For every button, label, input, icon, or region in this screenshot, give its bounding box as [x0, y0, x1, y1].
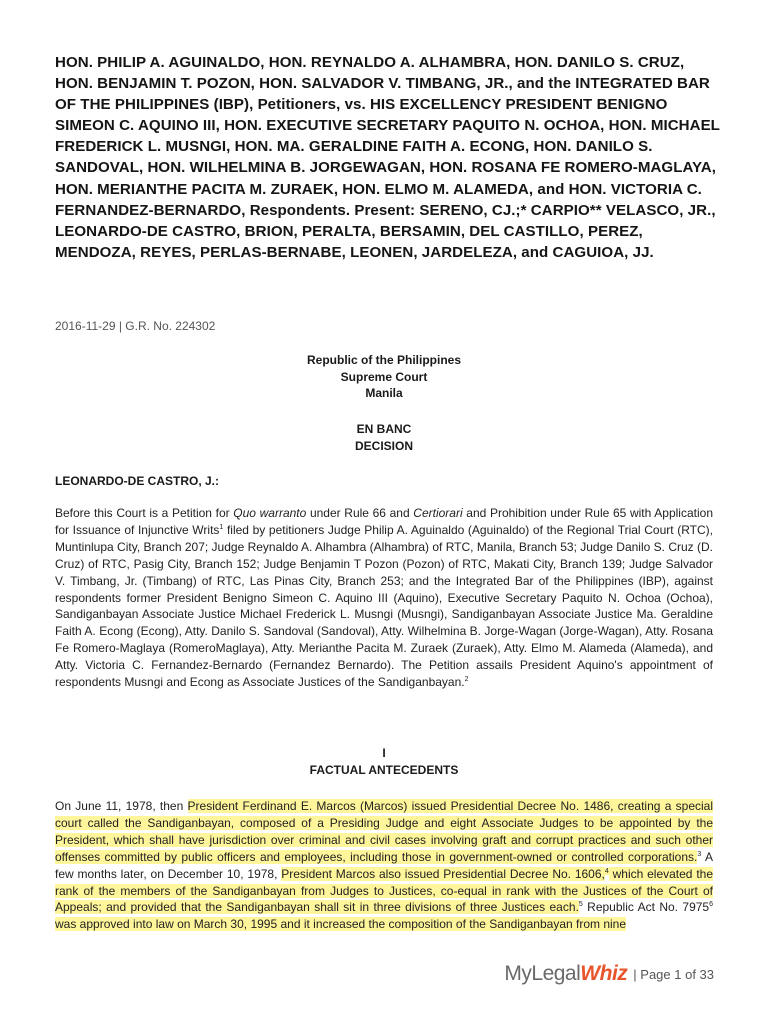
- footnote-ref[interactable]: 2: [464, 676, 469, 684]
- highlight: President Ferdinand E. Marcos (Marcos) issued Presidential Decree No. 1486, creating a special court called the Sandiganbayan, composed of a Presiding Judge and eight Associate Judges to be appointed by the President, which shall have jurisdiction over criminal and civil cases involving graft and corrupt practices and such other offenses committed by public officers and employees, including those in government-owned or controlled corporations.: [55, 799, 713, 864]
- footnote-ref[interactable]: 4: [604, 867, 609, 875]
- page-number: | Page 1 of 33: [633, 966, 714, 982]
- ponente: LEONARDO-DE CASTRO, J.:: [55, 474, 220, 488]
- section-number: I: [382, 746, 386, 760]
- decision-heading: [0, 421, 768, 454]
- court-name: Supreme Court: [340, 369, 428, 384]
- case-title: HON. PHILIP A. AGUINALDO, HON. REYNALDO A. ALHAMBRA, HON. DANILO S. CRUZ, HON. BENJAMIN T. POZON, HON. SALVADOR V. TIMBANG, JR., and the INTEGRATED BAR OF THE PHILIPPINES (IBP), Petitioners, vs. HIS EXCELLENCY PRESIDENT BENIGNO SIMEON C. AQUINO III, HON. EXECUTIVE SECRETARY PAQUITO N. OCHOA, HON. MICHAEL FREDERICK L. MUSNGI, HON. MA. GERALDINE FAITH A. ECONG, HON. DANILO S. SANDOVAL, HON. WILHELMINA B. JORGEWAGAN, HON. ROSANA FE ROMERO-MAGLAYA, HON. MERIANTHE PACITA M. ZURAEK, HON. ELMO M. ALAMEDA, and HON. VICTORIA C. FERNANDEZ-BERNARDO, Respondents. Present: SERENO, CJ.;* CARPIO** VELASCO, JR., LEONARDO-DE CASTRO, BRION, PERALTA, BERSAMIN, DEL CASTILLO, PEREZ, MENDOZA, REYES, PERLAS-BERNABE, LEONEN, JARDELEZA, and CAGUIOA, JJ.: [55, 54, 720, 261]
- footnote-ref[interactable]: 1: [219, 523, 224, 531]
- republic-label: Republic of the Philippines: [306, 353, 461, 367]
- paragraph-antecedents: On June 11, 1978, then President Ferdinand E. Marcos (Marcos) issued Presidential Decree No. 1486, creating a special court called the Sandiganbayan, composed of a Presiding Judge and eight Associate Judges to be appointed by the President, which shall have jurisdiction over criminal and civil cases involving graft and corrupt practices and such other offenses committed by public officers and employees, including those in government-owned or controlled corporations.$^3$ A few months later, on December 10, 1978, President Marcos also issued Presidential Decree No. 1606,$^4$ which elevated the rank of the members of the Sandiganbayan from Judges to Justices, co-equal in rank with the Justices of the Court of Appeals; and provided that the Sandiganbayan shall sit in three divisions of three Justices each.$^5$ Republic Act No. 7975$^6$ was approved into law on March 30, 1995 and it increased the composition of the Sandiganbayan from nine: [55, 799, 713, 932]
- footnote-ref[interactable]: 5: [578, 901, 583, 909]
- mylegalwhiz-logo[interactable]: MyLegalWhiz: [504, 962, 628, 985]
- page-footer: [504, 962, 714, 986]
- section-title: FACTUAL ANTECEDENTS: [309, 762, 459, 777]
- footnote-ref[interactable]: 3: [697, 850, 702, 858]
- highlight: which elevated the rank of the members of the Sandiganbayan from Judges to Justices, co-equal in rank with the Justices of the Court of Appeals; and provided that the Sandiganbayan shall sit in three divisions of three Justices each.: [55, 866, 713, 915]
- division-label: EN BANC: [356, 422, 412, 436]
- paragraph-intro: Before this Court is a Petition for Quo warranto under Rule 66 and Certiorari and Prohibition under Rule 65 with Application for Issuance of Injunctive Writs$^1$ filed by petitioners Judge Philip A. Aguinaldo (Aguinaldo) of the Regional Trial Court (RTC), Muntinlupa City, Branch 207; Judge Reynaldo A. Alhambra (Alhambra) of RTC, Manila, Branch 53; Judge Danilo S. Cruz (D. Cruz) of RTC, Pasig City, Branch 152; Judge Benjamin T Pozon (Pozon) of RTC, Makati City, Branch 139; Judge Salvador V. Timbang, Jr. (Timbang) of RTC, Las Pinas City, Branch 253; and the Integrated Bar of the Philippines (IBP), against respondents former President Benigno Simeon C. Aquino III (Aquino), Executive Secretary Paquito N. Ochoa (Ochoa), Sandiganbayan Associate Justice Michael Frederick L. Musngi (Musngi), Sandiganbayan Associate Justice Ma. Geraldine Faith A. Econg (Econg), Atty. Danilo S. Sandoval (Sandoval), Atty. Wilhelmina B. Jorge-Wagan (Jorge-Wagan), Atty. Rosana Fe Romero-Maglaya (RomeroMaglaya), Atty. Merianthe Pacita M. Zuraek (Zuraek), Atty. Elmo M. Alameda (Alameda), and Atty. Victoria C. Fernandez-Bernardo (Fernandez Bernardo). The Petition assails President Aquino's appointment of respondents Musngi and Econg as Associate Justices of the Sandiganbayan.$^2$: [55, 506, 713, 690]
- court-heading: [0, 352, 768, 402]
- section-heading: [0, 745, 768, 778]
- court-city: Manila: [365, 386, 403, 400]
- footnote-ref[interactable]: 6: [709, 901, 713, 909]
- highlight: was approved into law on March 30, 1995 and it increased the composition of the Sandiganbayan from nine: [55, 917, 627, 932]
- highlight: President Marcos also issued Presidential Decree No. 1606,: [281, 866, 605, 881]
- doc-type-label: DECISION: [354, 438, 413, 453]
- case-meta: 2016-11-29 | G.R. No. 224302: [55, 319, 216, 333]
